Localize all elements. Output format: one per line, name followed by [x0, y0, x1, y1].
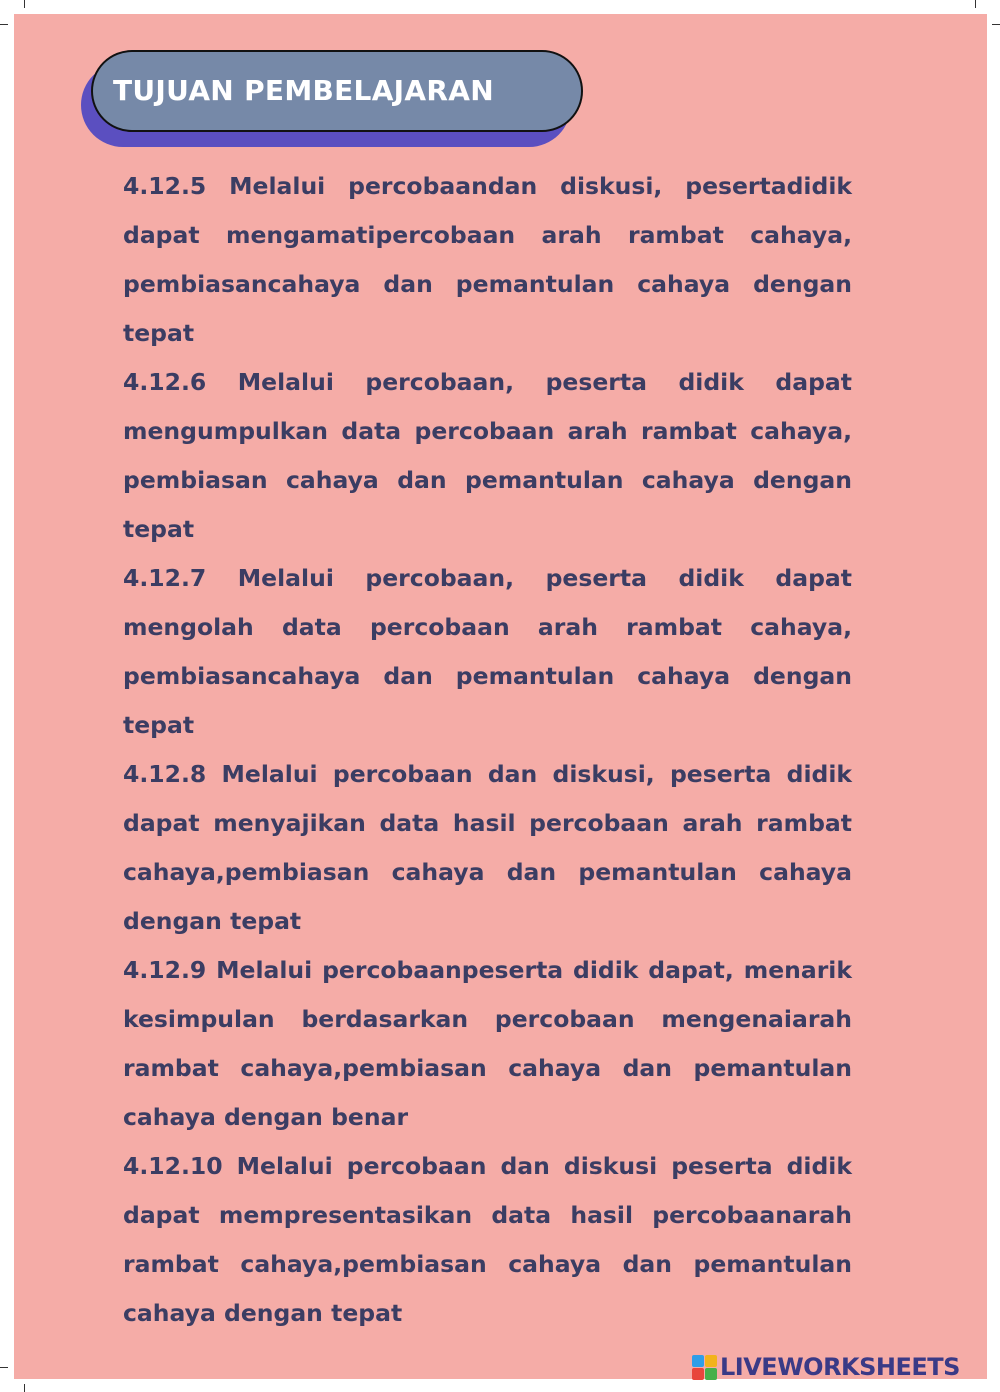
crop-mark — [24, 0, 25, 8]
title-banner — [91, 50, 583, 132]
logo-square — [692, 1368, 704, 1380]
objective-item: 4.12.10 Melalui percobaan dan diskusi peserta didik dapat mempresentasikan data hasil percobaanarah rambat cahaya,pembiasan cahaya dan pemantulan cahaya dengan tepat — [123, 1152, 852, 1327]
crop-mark — [0, 24, 8, 25]
page-title: TUJUAN PEMBELAJARAN — [113, 74, 494, 107]
objective-item: 4.12.6 Melalui percobaan, peserta didik dapat mengumpulkan data percobaan arah rambat cahaya, pembiasan cahaya dan pemantulan cahaya dengan tepat — [123, 368, 852, 543]
watermark-text: LIVEWORKSHEETS — [720, 1353, 960, 1381]
worksheet-page — [14, 14, 987, 1379]
objective-item: 4.12.8 Melalui percobaan dan diskusi, peserta didik dapat menyajikan data hasil percobaan arah rambat cahaya,pembiasan cahaya dan pemantulan cahaya dengan tepat — [123, 760, 852, 935]
logo-square — [692, 1355, 704, 1367]
objective-item: 4.12.9 Melalui percobaanpeserta didik dapat, menarik kesimpulan berdasarkan percobaan mengenaiarah rambat cahaya,pembiasan cahaya dan pemantulan cahaya dengan benar — [123, 956, 852, 1131]
objective-item: 4.12.5 Melalui percobaandan diskusi, pesertadidik dapat mengamatipercobaan arah rambat cahaya, pembiasancahaya dan pemantulan cahaya dengan tepat — [123, 172, 852, 347]
objectives-list — [123, 162, 852, 1338]
crop-mark — [24, 1384, 25, 1392]
logo-square — [705, 1355, 717, 1367]
crop-mark — [975, 0, 976, 8]
logo-square — [705, 1368, 717, 1380]
liveworksheets-logo-icon — [692, 1355, 717, 1380]
liveworksheets-watermark — [692, 1354, 960, 1380]
crop-mark — [0, 1367, 8, 1368]
objective-item: 4.12.7 Melalui percobaan, peserta didik dapat mengolah data percobaan arah rambat cahaya, pembiasancahaya dan pemantulan cahaya dengan tepat — [123, 564, 852, 739]
crop-mark — [992, 24, 1000, 25]
